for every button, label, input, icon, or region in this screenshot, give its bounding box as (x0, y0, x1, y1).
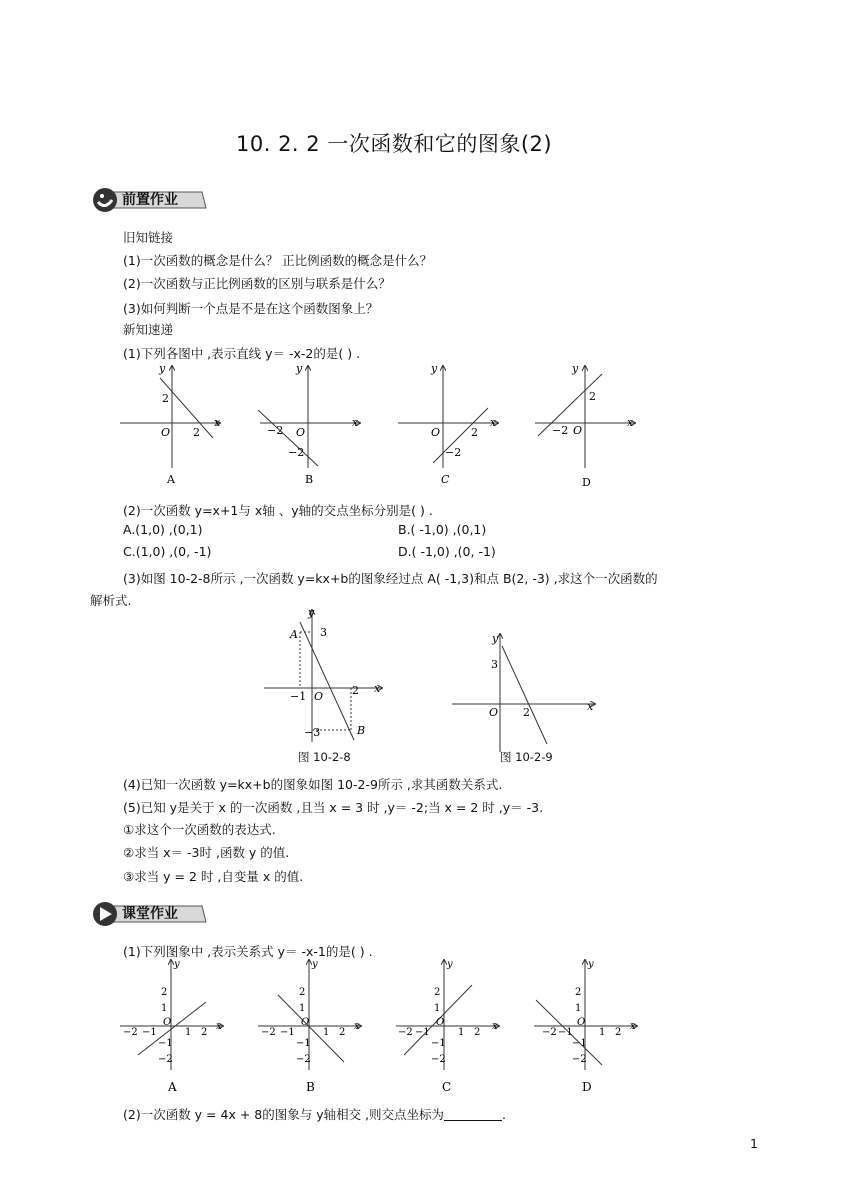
option-a: A.(1,0) ,(0,1) (123, 522, 203, 537)
svg-text:O: O (296, 426, 306, 439)
option-b: B.( -1,0) ,(0,1) (398, 522, 487, 537)
svg-text:2: 2 (201, 1027, 208, 1038)
graph-a (120, 362, 221, 486)
svg-text:−3: −3 (304, 726, 321, 739)
review-item: (2)一次函数与正比例函数的区别与联系是什么？ (123, 276, 391, 291)
section-badge-classwork (90, 900, 208, 926)
svg-text:−1: −1 (572, 1038, 587, 1049)
graph-label: C (442, 1080, 452, 1094)
svg-text:y: y (588, 959, 594, 970)
svg-text:2: 2 (299, 987, 306, 998)
svg-text:−1: −1 (158, 1038, 173, 1049)
svg-text:−2: −2 (288, 446, 305, 459)
question-3-line1: (3)如图 10-2-8所示 ,一次函数 y=kx+b的图象经过点 A( -1,3)和点 B(2, -3) ,求这个一次函数的 (123, 571, 658, 586)
review-heading: 旧知链接 (123, 230, 174, 245)
graph-a (120, 959, 223, 1094)
figure-10-2-9 (450, 632, 600, 752)
question-5: (5)已知 y是关于 x 的一次函数 ,且当 x = 3 时 ,y＝ -2;当 x = 2 时 ,y＝ -3. (123, 800, 544, 815)
graph-label: D (582, 476, 591, 489)
page-number: 1 (750, 1136, 758, 1151)
svg-text:2: 2 (589, 390, 596, 403)
graph-label: B (306, 1080, 315, 1094)
figure-caption: 图 10-2-9 (500, 750, 553, 764)
svg-text:3: 3 (491, 658, 498, 671)
svg-text:O: O (436, 1017, 445, 1028)
svg-text:−1: −1 (415, 1027, 430, 1038)
svg-text:−1: −1 (290, 690, 307, 703)
svg-text:x: x (492, 1021, 498, 1032)
svg-text:−2: −2 (123, 1027, 138, 1038)
graph-row-1 (115, 358, 655, 498)
question-3-line2: 解析式. (90, 593, 132, 608)
svg-text:−1: −1 (558, 1027, 573, 1038)
graph-label: A (167, 473, 175, 486)
svg-text:y: y (431, 362, 438, 375)
svg-text:−2: −2 (158, 1054, 173, 1065)
svg-text:O: O (577, 1017, 586, 1028)
answer-blank[interactable] (444, 1108, 502, 1121)
svg-text:2: 2 (575, 987, 582, 998)
svg-text:2: 2 (474, 1027, 481, 1038)
svg-text:y: y (572, 362, 579, 375)
svg-text:O: O (301, 1017, 310, 1028)
badge-label: 课堂作业 (122, 906, 178, 922)
option-d: D.( -1,0) ,(0, -1) (398, 544, 496, 559)
graph-c (398, 362, 498, 486)
svg-text:x: x (627, 416, 634, 429)
classwork-question-2: (2)一次函数 y = 4x + 8的图象与 y轴相交 ,则交点坐标为 . (123, 1107, 507, 1122)
svg-text:−2: −2 (445, 446, 462, 459)
svg-text:y: y (492, 632, 499, 645)
svg-text:−2: −2 (261, 1027, 276, 1038)
svg-text:y: y (312, 959, 318, 970)
page-title: 10. 2. 2 一次函数和它的图象(2) (236, 132, 553, 156)
svg-text:1: 1 (599, 1027, 606, 1038)
svg-text:x: x (352, 416, 359, 429)
svg-text:x: x (490, 416, 497, 429)
question-1: (1)下列各图中 ,表示直线 y＝ -x-2的是( ) . (123, 346, 361, 361)
figure-caption: 图 10-2-8 (298, 750, 351, 764)
svg-text:3: 3 (320, 626, 327, 639)
svg-text:y: y (308, 606, 315, 619)
svg-text:2: 2 (434, 987, 441, 998)
svg-text:1: 1 (323, 1027, 330, 1038)
graph-label: C (441, 473, 450, 486)
svg-text:B: B (357, 724, 366, 737)
svg-text:1: 1 (185, 1027, 192, 1038)
graph-b (258, 362, 360, 486)
question-5-part: ③求当 y = 2 时 ,自变量 x 的值. (123, 869, 304, 884)
svg-text:1: 1 (299, 1003, 306, 1014)
svg-text:−2: −2 (431, 1054, 446, 1065)
svg-text:O: O (573, 424, 583, 437)
svg-text:−2: −2 (542, 1027, 557, 1038)
svg-text:x: x (374, 682, 381, 695)
graph-d (534, 959, 637, 1094)
svg-text:O: O (489, 706, 499, 719)
svg-text:x: x (214, 416, 221, 429)
svg-text:−1: −1 (296, 1038, 311, 1049)
svg-text:−1: −1 (431, 1038, 446, 1049)
svg-text:O: O (431, 426, 441, 439)
svg-text:−2: −2 (572, 1054, 587, 1065)
svg-text:−1: −1 (280, 1027, 295, 1038)
svg-text:1: 1 (575, 1003, 582, 1014)
graph-b (258, 959, 361, 1094)
graph-label: D (582, 1080, 592, 1094)
svg-text:O: O (314, 690, 324, 703)
svg-text:A: A (290, 628, 298, 641)
classwork-question-1: (1)下列图象中 ,表示关系式 y＝ -x-1的是( ) . (123, 944, 373, 959)
svg-text:1: 1 (434, 1003, 441, 1014)
svg-text:1: 1 (161, 1003, 168, 1014)
review-item: (1)一次函数的概念是什么？ 正比例函数的概念是什么？ (123, 253, 433, 268)
option-c: C.(1,0) ,(0, -1) (123, 544, 212, 559)
question-5-part: ②求当 x＝ -3时 ,函数 y 的值. (123, 845, 290, 860)
svg-text:2: 2 (523, 706, 530, 719)
svg-text:2: 2 (162, 392, 169, 405)
svg-text:y: y (159, 362, 166, 375)
figure-10-2-8 (262, 606, 392, 742)
svg-text:x: x (216, 1021, 222, 1032)
graph-c (396, 959, 499, 1094)
graph-label: B (305, 473, 314, 486)
graph-row-2 (118, 955, 658, 1095)
question-5-part: ①求这个一次函数的表达式. (123, 822, 276, 837)
svg-text:1: 1 (458, 1027, 465, 1038)
svg-text:y: y (447, 959, 453, 970)
section-badge-pre-homework (90, 186, 208, 212)
svg-text:y: y (174, 959, 180, 970)
svg-text:−2: −2 (296, 1054, 311, 1065)
svg-text:y: y (296, 362, 303, 375)
svg-text:2: 2 (339, 1027, 346, 1038)
graph-d (535, 362, 635, 489)
review-item: (3)如何判断一个点是不是在这个函数图象上？ (123, 301, 379, 316)
svg-text:x: x (354, 1021, 360, 1032)
svg-text:2: 2 (615, 1027, 622, 1038)
question-2: (2)一次函数 y=x+1与 x轴 、y轴的交点坐标分别是( ) . (123, 503, 433, 518)
svg-text:2: 2 (161, 987, 168, 998)
svg-text:O: O (163, 1017, 172, 1028)
new-heading: 新知速递 (123, 322, 174, 337)
question-text: (2)一次函数 y = 4x + 8的图象与 y轴相交 ,则交点坐标为 (123, 1107, 445, 1122)
svg-text:2: 2 (471, 426, 478, 439)
svg-text:−2: −2 (398, 1027, 413, 1038)
svg-text:x: x (587, 700, 594, 713)
svg-text:O: O (161, 426, 171, 439)
svg-text:2: 2 (352, 684, 359, 697)
question-4: (4)已知一次函数 y=kx+b的图象如图 10-2-9所示 ,求其函数关系式. (123, 777, 503, 792)
svg-text:−1: −1 (142, 1027, 157, 1038)
svg-text:−2: −2 (267, 424, 284, 437)
svg-text:−2: −2 (552, 424, 569, 437)
svg-text:2: 2 (193, 426, 200, 439)
graph-label: A (168, 1080, 177, 1094)
svg-text:x: x (630, 1021, 636, 1032)
badge-label: 前置作业 (122, 192, 178, 208)
